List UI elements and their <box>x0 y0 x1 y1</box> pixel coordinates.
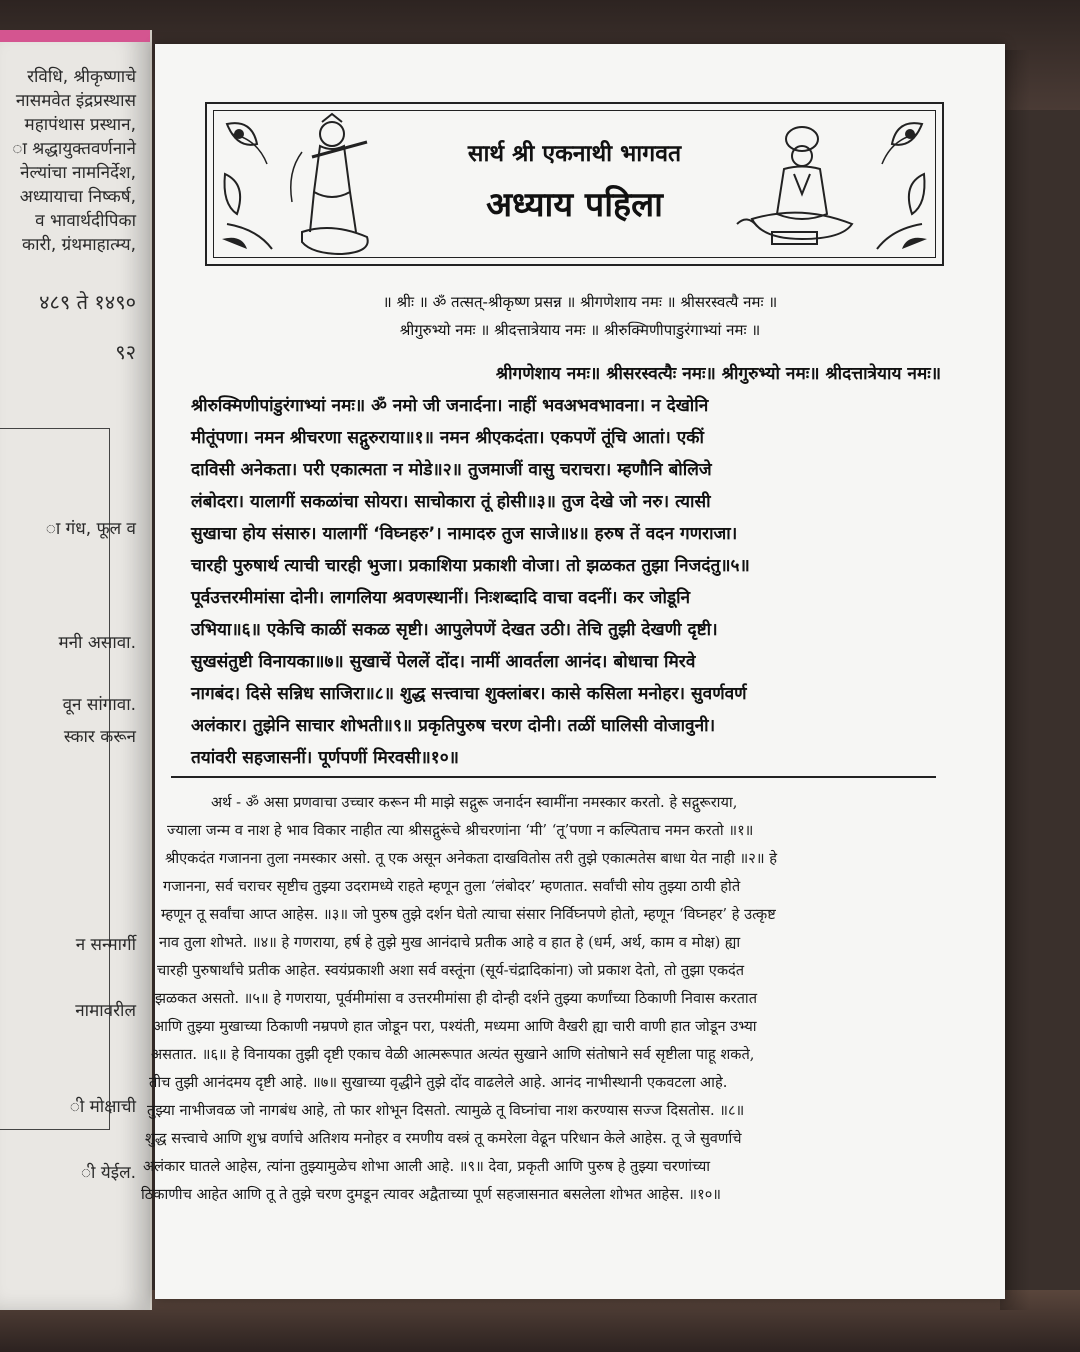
meaning-line: म्हणून तू सर्वांचा आप्त आहेस. ॥३॥ जो पुरुष तुझे दर्शन घेतो त्याचा संसार निर्विघ्नपणे होतो, म्हणून ‘विघ्नहर’ हे उत्कृष्ट <box>161 906 776 923</box>
verse-line: नागबंद। दिसे सन्निध साजिरा॥८॥ शुद्ध सत्त्वाचा शुक्लांबर। कासे कसिला मनोहर। सुवर्णवर्ण <box>191 684 747 704</box>
section-divider <box>171 776 936 778</box>
meaning-line: नाव तुला शोभते. ॥४॥ हे गणराया, हर्ष हे तुझे मुख आनंदाचे प्रतीक आहे व हात हे (धर्म, अर्थ, काम व मोक्ष) ह्या <box>159 934 741 951</box>
meaning-line: चारही पुरुषार्थांचे प्रतीक आहेत. स्वयंप्रकाशी अशा सर्व वस्तूंना (सूर्य-चंद्रादिकांना) जो प्रकाश देतो, तो तुझा एकदंत <box>157 962 745 979</box>
left-page-line: रविधि, श्रीकृष्णाचे <box>27 67 136 87</box>
saint-figure-icon <box>732 114 862 254</box>
left-page-line: कारी, ग्रंथमाहात्म्य, <box>22 235 136 255</box>
meaning-line: अर्थ - ॐ असा प्रणवाचा उच्चार करून मी माझे सद्गुरू जनार्दन स्वामींना नमस्कार करतो. हे सद्गुरूराया, <box>211 794 738 811</box>
left-page <box>0 30 152 1310</box>
verse-line: मीतूंपणा। नमन श्रीचरणा सद्गुरुराया॥१॥ नमन श्रीएकदंता। एकपणें तूंचि आतां। एकीं <box>191 428 704 448</box>
verse-line: तयांवरी सहजासनीं। पूर्णपणीं मिरवसी॥१०॥ <box>191 748 459 768</box>
verse-line: पूर्वउत्तरमीमांसा दोनी। लागलिया श्रवणस्थानीं। निःशब्दादि वाचा वदनीं। कर जोडूनि <box>191 588 691 608</box>
book-title: सार्थ श्री एकनाथी भागवत <box>467 140 682 167</box>
chapter-banner <box>205 102 944 266</box>
left-page-line: नासमवेत इंद्रप्रस्थास <box>15 91 136 111</box>
verse-line: चारही पुरुषार्थ त्याची चारही भुजा। प्रकाशिया प्रकाशी वोजा। तो झळकत तुझा निजदंतु॥५॥ <box>191 556 750 576</box>
left-page-line: अध्यायाचा निष्कर्ष, <box>19 187 136 207</box>
left-page-line: ा श्रद्धायुक्तवर्णनाने <box>12 139 136 159</box>
background-bottom <box>0 1290 1080 1352</box>
meaning-line: झळकत असतो. ॥५॥ हे गणराया, पूर्वमीमांसा व उत्तरमीमांसा ही दोन्ही दर्शने तुझ्या कर्णांच्या ठिकाणी निवास करतात <box>155 990 758 1007</box>
meaning-line: तीच तुझी आनंदमय दृष्टी आहे. ॥७॥ सुखाच्या वृद्धीने तुझे दोंद वाढलेले आहे. आनंद नाभीस्थानी एकवटला आहे. <box>149 1074 728 1091</box>
pink-page-edge <box>0 30 150 42</box>
left-page-line: ी मोक्षाची <box>69 1097 136 1117</box>
left-page-line: व भावार्थदीपिका <box>35 211 136 231</box>
meaning-line: शुद्ध सत्त्वाचे आणि शुभ्र वर्णाचे अतिशय मनोहर व रमणीय वस्त्रं तू कमरेला वेढून परिधान केले आहेस. तू जे सुवर्णाचे <box>145 1130 742 1147</box>
meaning-line: अलंकार घातले आहेस, त्यांना तुझ्यामुळेच शोभा आली आहे. ॥९॥ देवा, प्रकृती आणि पुरुष हे तुझ्या चरणांच्या <box>143 1158 711 1175</box>
left-page-line: मनी असावा. <box>58 633 136 653</box>
left-page-line: स्कार करून <box>63 727 136 747</box>
verse-line: श्रीरुक्मिणीपांडुरंगाभ्यां नमः॥ ॐ नमो जी जनार्दना। नाहीं भवअभवभावना। न देखोनि <box>191 396 709 416</box>
meaning-line: ठिकाणीच आहेत आणि तू ते तुझे चरण दुमडून त्यावर अद्वैताच्या पूर्ण सहजासनात बसलेला शोभत आहेस. ॥१०॥ <box>141 1186 722 1203</box>
left-page-line: वून सांगावा. <box>62 695 136 715</box>
left-page-line: ४८९ ते १४९० <box>39 290 136 314</box>
left-page-line: ी येईल. <box>80 1163 136 1183</box>
invocation-line: श्रीगुरुभ्यो नमः ॥ श्रीदत्तात्रेयाय नमः ॥ श्रीरुक्मिणीपाडुरंगाभ्यां नमः ॥ <box>399 321 761 339</box>
left-page-line: महापंथास प्रस्थान, <box>24 115 136 135</box>
verse-line: दाविसी अनेकता। परी एकात्मता न मोडे॥२॥ तुजमाजीं वासु चराचरा। म्हणौनि बोलिजे <box>191 460 712 480</box>
verse-line: उभिया॥६॥ एकेचि काळीं सकळ सृष्टी। आपुलेपणें देखत उठी। तेचि तुझी देखणी दृष्टी। <box>191 620 718 640</box>
floral-ornament-icon <box>862 114 932 254</box>
verse-line: श्रीगणेशाय नमः॥ श्रीसरस्वत्यैः नमः॥ श्रीगुरुभ्यो नमः॥ श्रीदत्तात्रेयाय नमः॥ <box>495 364 941 384</box>
meaning-line: आणि तुझ्या मुखाच्या ठिकाणी नम्रपणे हात जोडून परा, पश्यंती, मध्यमा आणि वैखरी ह्या चारी वाणी हात जोडून उभ्या <box>153 1018 757 1035</box>
chapter-title: अध्याय पहिला <box>486 185 663 225</box>
left-page-line: नेल्यांचा नामनिर्देश, <box>20 163 136 183</box>
verse-line: सुखसंतुष्टी विनायका॥७॥ सुखाचें पेललें दोंद। नामीं आवर्तला आनंद। बोधाचा मिरवे <box>191 652 696 672</box>
meaning-line: असतात. ॥६॥ हे विनायका तुझी दृष्टी एकाच वेळी आत्मरूपात अत्यंत सुखाने आणि संतोषाने सर्व सृष्टीला पाहू शकते, <box>151 1046 755 1063</box>
invocation-line: ॥ श्रीः ॥ ॐ तत्सत्-श्रीकृष्ण प्रसन्न ॥ श्रीगणेशाय नमः ॥ श्रीसरस्वत्यै नमः ॥ <box>382 293 778 311</box>
meaning-line: श्रीएकदंत गजानना तुला नमस्कार असो. तू एक असून अनेकता दाखवितोस तरी तुझे एकात्मतेस बाधा येत नाही ॥२॥ हे <box>165 850 777 867</box>
verse-line: लंबोदरा। यालागीं सकळांचा सोयरा। साचोकारा तूं होसी॥३॥ तुज देखे जो नरु। त्यासी <box>191 492 711 512</box>
verse-line: सुखाचा होय संसारु। यालागीं ‘विघ्नहरु’। नामादरु तुज साजे॥४॥ हरुष तें वदन गणराजा। <box>191 524 738 544</box>
meaning-line: गजानना, सर्व चराचर सृष्टीच तुझ्या उदरामध्ये राहते म्हणून तुला ‘लंबोदर’ म्हणतात. सर्वांची सोय तुझ्या ठायी होते <box>163 878 741 895</box>
meaning-line: तुझ्या नाभीजवळ जो नागबंध आहे, तो फार शोभून दिसतो. त्यामुळे तू विघ्नांचा नाश करण्यास सज्ज दिसतोस. ॥८॥ <box>147 1102 745 1119</box>
meaning-line: ज्याला जन्म व नाश हे भाव विकार नाहीत त्या श्रीसद्गुरूंचे श्रीचरणांना ‘मी’ ‘तू’पणा न कल्पिताच नमन करतो ॥१॥ <box>167 822 754 839</box>
book-page <box>141 44 1005 1299</box>
verse-line: अलंकार। तुझेनि साचार शोभती॥९॥ प्रकृतिपुरुष चरण दोनी। तळीं घालिसी वोजावुनी। <box>191 716 716 736</box>
left-page-line: ९२ <box>115 340 136 364</box>
left-page-line: ा गंध, फूल व <box>45 519 136 539</box>
left-page-line: न सन्मार्गी <box>75 935 136 955</box>
left-page-line: नामावरील <box>75 1001 136 1021</box>
